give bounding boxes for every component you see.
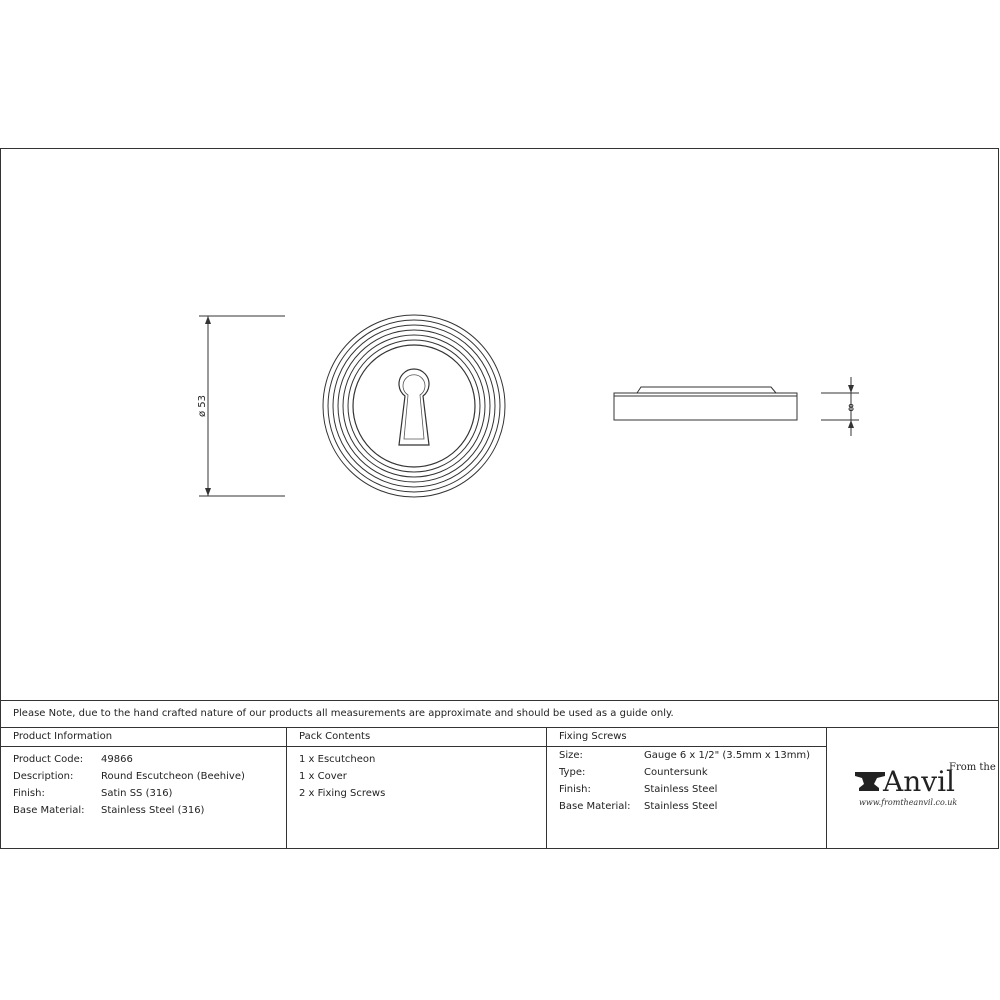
product-code-value: 49866	[101, 754, 133, 765]
drawing-sheet	[0, 148, 999, 849]
diameter-dimension	[199, 316, 285, 496]
screw-base-material-value: Stainless Steel	[644, 801, 718, 812]
product-code-key: Product Code:	[13, 754, 84, 765]
screw-finish-value: Stainless Steel	[644, 784, 718, 795]
list-item: 1 x Escutcheon	[299, 754, 376, 765]
screw-type-value: Countersunk	[644, 767, 708, 778]
list-item: 1 x Cover	[299, 771, 347, 782]
list-item: 2 x Fixing Screws	[299, 788, 386, 799]
pack-contents-heading: Pack Contents	[287, 728, 546, 747]
screw-size-key: Size:	[559, 750, 583, 761]
measurement-note	[1, 700, 998, 728]
base-material-value: Stainless Steel (316)	[101, 805, 205, 816]
description-value: Round Escutcheon (Beehive)	[101, 771, 245, 782]
keyhole-icon	[399, 369, 429, 445]
from-the-anvil-logo	[827, 728, 998, 849]
logo-brand: Anvil	[883, 765, 955, 798]
height-label: 8	[847, 403, 855, 414]
finish-value: Satin SS (316)	[101, 788, 173, 799]
finish-key: Finish:	[13, 788, 45, 799]
logo-url: www.fromtheanvil.co.uk	[859, 798, 958, 807]
pack-contents-panel	[287, 728, 546, 849]
screw-size-value: Gauge 6 x 1/2" (3.5mm x 13mm)	[644, 750, 811, 761]
product-information-heading: Product Information	[1, 728, 286, 747]
screw-finish-key: Finish:	[559, 784, 591, 795]
product-information-panel	[1, 728, 286, 849]
diameter-label: ø 53	[197, 394, 208, 418]
technical-drawing	[1, 149, 1000, 700]
base-material-key: Base Material:	[13, 805, 85, 816]
description-key: Description:	[13, 771, 74, 782]
logo-from-the: From the	[949, 762, 996, 773]
fixing-screws-heading: Fixing Screws	[547, 728, 826, 747]
fixing-screws-panel	[547, 728, 826, 849]
screw-type-key: Type:	[559, 767, 586, 778]
escutcheon-side-view	[614, 387, 797, 420]
screw-base-material-key: Base Material:	[559, 801, 631, 812]
anvil-icon	[855, 772, 885, 791]
note-text: Please Note, due to the hand crafted nature of our products all measurements are approximate and should be used as a guide only.	[13, 708, 674, 719]
